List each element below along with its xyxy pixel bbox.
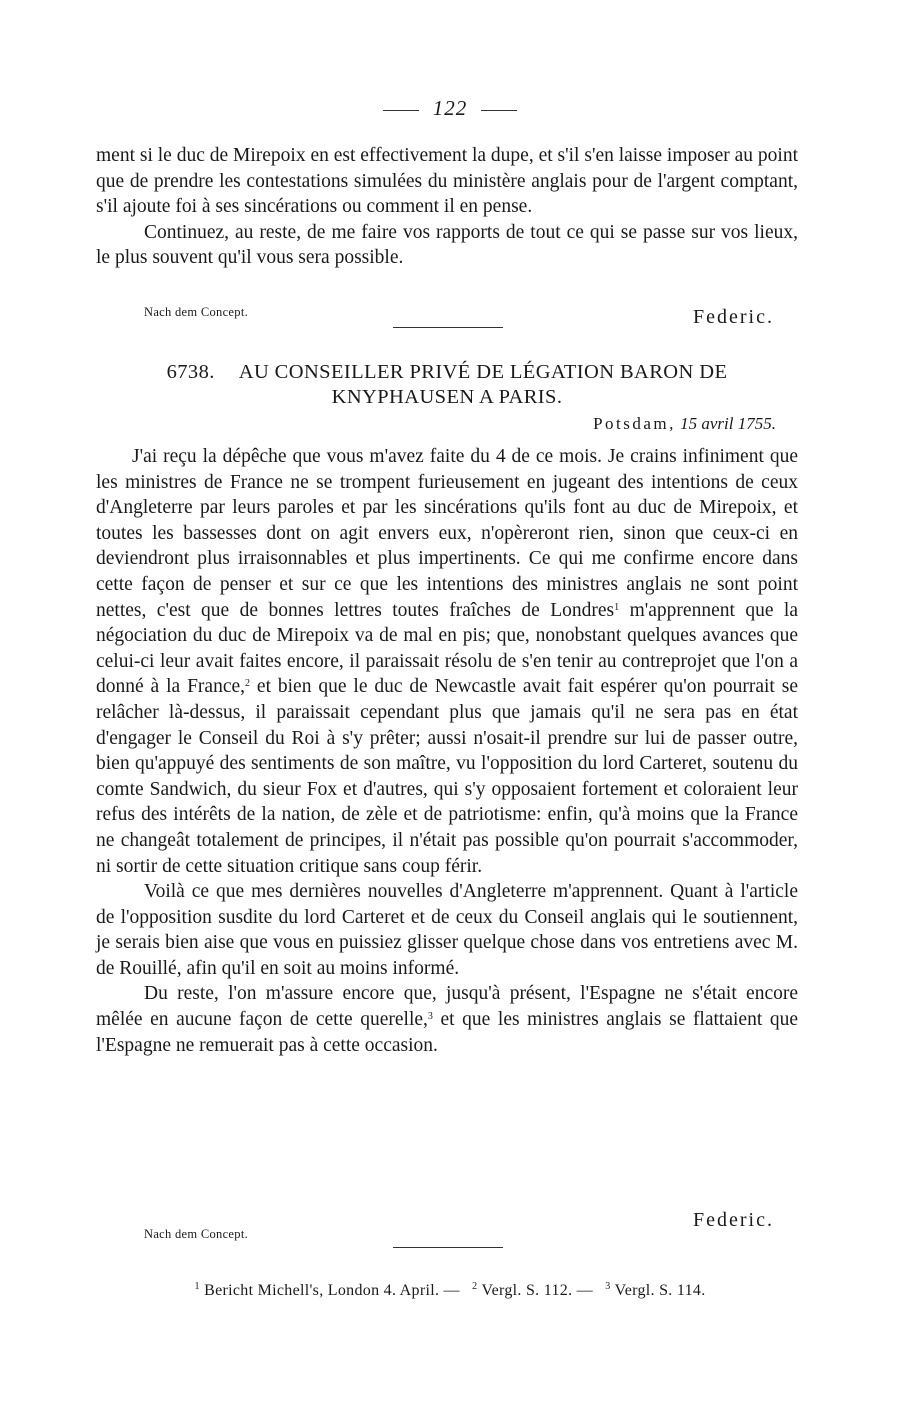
- source-note: Nach dem Concept.: [144, 1227, 249, 1241]
- paragraph: Voilà ce que mes dernières nouvelles d'Angleterre m'apprennent. Quant à l'article de l'opposition susdite du lord Carteret et de ceux du Conseil anglais qui le soutiennent, je serais bien aise que vous en puissiez glisser quelque chose dans vos entretiens avec M. de Rouillé, afin qu'il en soit au moins informé.: [96, 881, 798, 979]
- place: Potsdam,: [593, 414, 676, 433]
- place-date: [593, 414, 776, 434]
- section-divider: [393, 327, 503, 328]
- heading-line: KNYPHAUSEN A PARIS.: [331, 386, 563, 408]
- source-note: Nach dem Concept.: [144, 305, 249, 319]
- paragraph: J'ai reçu la dépêche que vous m'avez faite du 4 de ce mois. Je crains infiniment que les ministres de France ne se trompent furieusement en jugeant des intentions de ceux d'Angleterre par leurs paroles et par les sincérations qu'ils font au duc de Mirepoix, et toutes les bassesses dont on agit envers eux, n'opèreront rien, sinon que ceux-ci en deviendront plus irraisonnables et plus impertinents. Ce qui me confirme encore dans cette façon de penser et sur ce que les intentions des ministres anglais ne sont point nettes, c'est que de bonnes lettres toutes fraîches de Londres$^1$ m'apprennent que la négociation du duc de Mirepoix va de mal en pis; que, nonobstant quelques avances que celui-ci leur avait faites encore, il paraissait résolu de s'en tenir au contreprojet que l'on a donné à la France,$^2$ et bien que le duc de Newcastle avait fait espérer qu'on pourrait se relâcher là-dessus, il paraissait cependant plus que jamais qu'il ne sera pas en état d'engager le Conseil du Roi à s'y prêter; aussi n'osait-il prendre sur lui de passer outre, bien qu'appuyé des sentiments de son maître, vu l'opposition du lord Carteret, soutenu du comte Sandwich, du sieur Fox et d'autres, qui s'y opposaient fortement et coloraient leur refus des intérêts de la nation, de zèle et de patriotisme: enfin, qu'à moins que la France ne changeât totalement de principes, il n'était pas possible qu'on pourrait s'accommoder, ni sortir de cette situation critique sans coup férir.: [96, 446, 798, 877]
- letter-heading: [96, 360, 798, 410]
- footnote-ref: 3: [427, 1011, 433, 1023]
- letter-body: [96, 444, 798, 1058]
- paragraph: Du reste, l'on m'assure encore que, jusqu'à présent, l'Espagne ne s'était encore mêlée en aucune façon de cette querelle,$^3$ et que les ministres anglais se flattaient que l'Espagne ne remuerait pas à cette occasion.: [96, 983, 798, 1056]
- footnote: $^2$ Vergl. S. 112. —: [472, 1281, 593, 1299]
- footnote: $^3$ Vergl. S. 114.: [605, 1281, 706, 1299]
- letter-number: 6738.: [166, 361, 215, 383]
- page-number: 122: [0, 96, 900, 121]
- heading-line: 6738. AU CONSEILLER PRIVÉ DE LÉGATION BARON DE: [166, 361, 728, 383]
- header-dash-right: [481, 110, 517, 111]
- footnotes: [0, 1282, 900, 1300]
- closing-row: [96, 1207, 798, 1247]
- footnote-ref: 1: [614, 601, 620, 613]
- signature: Federic.: [693, 306, 774, 328]
- date: 15 avril 1755.: [680, 414, 776, 433]
- paragraph: Continuez, au reste, de me faire vos rapports de tout ce qui se passe sur vos lieux, le plus souvent qu'il vous sera possible.: [96, 221, 798, 269]
- header-dash-left: [383, 110, 419, 111]
- signature: Federic.: [693, 1209, 774, 1231]
- footnote-divider: [393, 1247, 503, 1248]
- previous-letter-ending: [96, 143, 798, 271]
- closing-row: [96, 303, 798, 333]
- footnote: $^1$ Bericht Michell's, London 4. April. —: [194, 1281, 460, 1299]
- footnote-ref: 2: [245, 678, 251, 690]
- paragraph: ment si le duc de Mirepoix en est effectivement la dupe, et s'il s'en laisse imposer au point que de prendre les contestations simulées du ministère anglais pour de l'argent comptant, s'il ajoute foi à ses sincérations ou comment il en pense.: [96, 145, 798, 218]
